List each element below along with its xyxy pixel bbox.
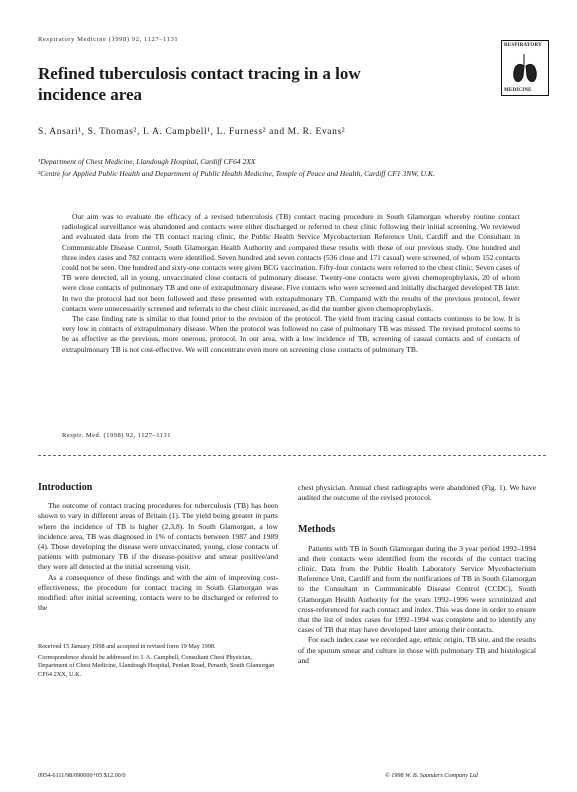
journal-header: Respiratory Medicine (1998) 92, 1127–1131	[38, 36, 179, 43]
abstract-paragraph: Our aim was to evaluate the efficacy of a revised tuberculosis (TB) contact tracing procedure in South Glamorgan whereby routine contact radiological surveillance was abandoned and contacts were either discharged or referred to chest clinic following their initial screening. We reviewed and evaluated data from the TB contact tracing clinic, the Public Health Service Mycobacterium Reference Unit, Cardiff and the Consultant in Communicable Disease Control, South Glamorgan Health Authority and compared these results with those of our previous study. One hundred and three index cases and 782 contacts were identified. Seven hundred and seven contacts (536 close and 171 casual) were screened, of whom 152 contacts could not be seen. One hundred and sixty-one contacts were given BCG vaccination. Fifty-four contacts were referred to the chest clinic. Seven cases of TB were detected, all in young, unvaccinated close contacts of pulmonary disease. Twenty-one contacts were given chemoprophylaxis, 20 of whom were close contacts of pulmonary TB and one of extrapulmonary disease. Five contacts who were screened and initially discharged developed TB later. In two the protocol had not been followed and three presented with extrapulmonary TB. Compared with the results of the previous protocol, fewer contacts were unnecessarily screened and referrals to the chest clinic increased, as did the number given chemoprophylaxis.	[62, 212, 520, 313]
intro-continuation: chest physician. Annual chest radiographs were abandoned (Fig. 1). We have audited the outcome of the revised protocol.	[298, 483, 536, 503]
right-column	[298, 483, 536, 666]
author-list: S. Ansari¹, S. Thomas², I. A. Campbell¹, L. Furness² and M. R. Evans²	[38, 127, 346, 137]
section-divider	[38, 455, 546, 456]
affiliations	[38, 156, 518, 180]
methods-heading: Methods	[298, 524, 336, 536]
methods-paragraph: Patients with TB in South Glamorgan during the 3 year period 1992–1994 and their contacts were identified from the records of the contact tracing clinic. Data from the Public Health Laboratory Service Mycobacterium Reference Unit, Cardiff and from the notifications of TB in South Glamorgan to the Consultant in Communicable Disease Control (CCDC), South Glamorgan Health Authority for the years 1992–1996 were scrutinized and cross-referenced for each contact and index. This was done in order to ensure that the list of index cases for 1992–1994 was complete and to identify any cases of TB that may have developed later among their contacts.	[298, 543, 536, 635]
article-title: Refined tuberculosis contact tracing in a low incidence area	[38, 64, 361, 104]
methods-paragraph: For each index case we recorded age, ethnic origin, TB site, and the results of the sputum smear and culture in those with pulmonary TB and histological and	[298, 635, 536, 665]
intro-paragraph: As a consequence of these findings and with the aim of improving cost-effectiveness, the procedure for contact tracing in South Glamorgan was modified: after initial screening, contacts were to be discharged or referred to the	[38, 572, 278, 613]
received-note: Received 15 January 1998 and accepted in revised form 19 May 1998.	[38, 643, 216, 650]
abstract-paragraph: The case finding rate is similar to that found prior to the revision of the protocol. The yield from tracing casual contacts continues to be low. It is very low in contacts of extrapulmonary disease. When the protocol was followed no case of pulmonary TB was missed. The revised protocol seems to be as effective as the previous, more onerous, protocol. In our area, with a low incidence of TB, screening of casual contacts and of contacts of extrapulmonary TB is not cost-effective. We will concentrate even more on screening close contacts of pulmonary TB.	[62, 314, 520, 354]
logo-top-text: RESPIRATORY	[504, 43, 542, 48]
intro-paragraph: The outcome of contact tracing procedures for tuberculosis (TB) has been shown to vary in different areas of Britain (1). The yield being greater in parts where the incidence of TB is higher (2,3,8). In South Glamorgan, a low incidence area, TB was diagnosed in 1% of contacts between 1987 and 1989 (4). Those developing the disease were unvaccinated, young, close contacts of patients with pulmonary TB if the disease-positive and smear positive/and they were all detected at the initial screening visit.	[38, 501, 278, 572]
logo-bottom-text: MEDICINE	[504, 88, 532, 93]
abstract	[62, 212, 520, 355]
received-note-block	[38, 643, 278, 682]
journal-logo	[501, 40, 549, 96]
citation: Respir. Med. (1998) 92, 1127–1131	[62, 432, 171, 439]
left-column	[38, 483, 278, 613]
footer-code: 0954-6111/98/090000+05 $12.00/0	[38, 772, 126, 779]
lungs-icon	[510, 52, 540, 84]
affiliation-2: ²Centre for Applied Public Health and Department of Public Health Medicine, Temple of Peace and Health, Cardiff CF1 3NW, U.K.	[38, 169, 435, 178]
affiliation-1: ¹Department of Chest Medicine, Llandough Hospital, Cardiff CF64 2XX	[38, 157, 256, 166]
intro-heading: Introduction	[38, 482, 93, 493]
footer-copyright: © 1998 W. B. Saunders Company Ltd	[385, 772, 478, 779]
correspondence-note: Correspondence should be addressed to: I. A. Campbell, Consultant Chest Physician, Department of Chest Medicine, Llandough Hospital, Penlan Road, Penarth, South Glamorgan CF64 2XX, U.K.	[38, 654, 275, 678]
